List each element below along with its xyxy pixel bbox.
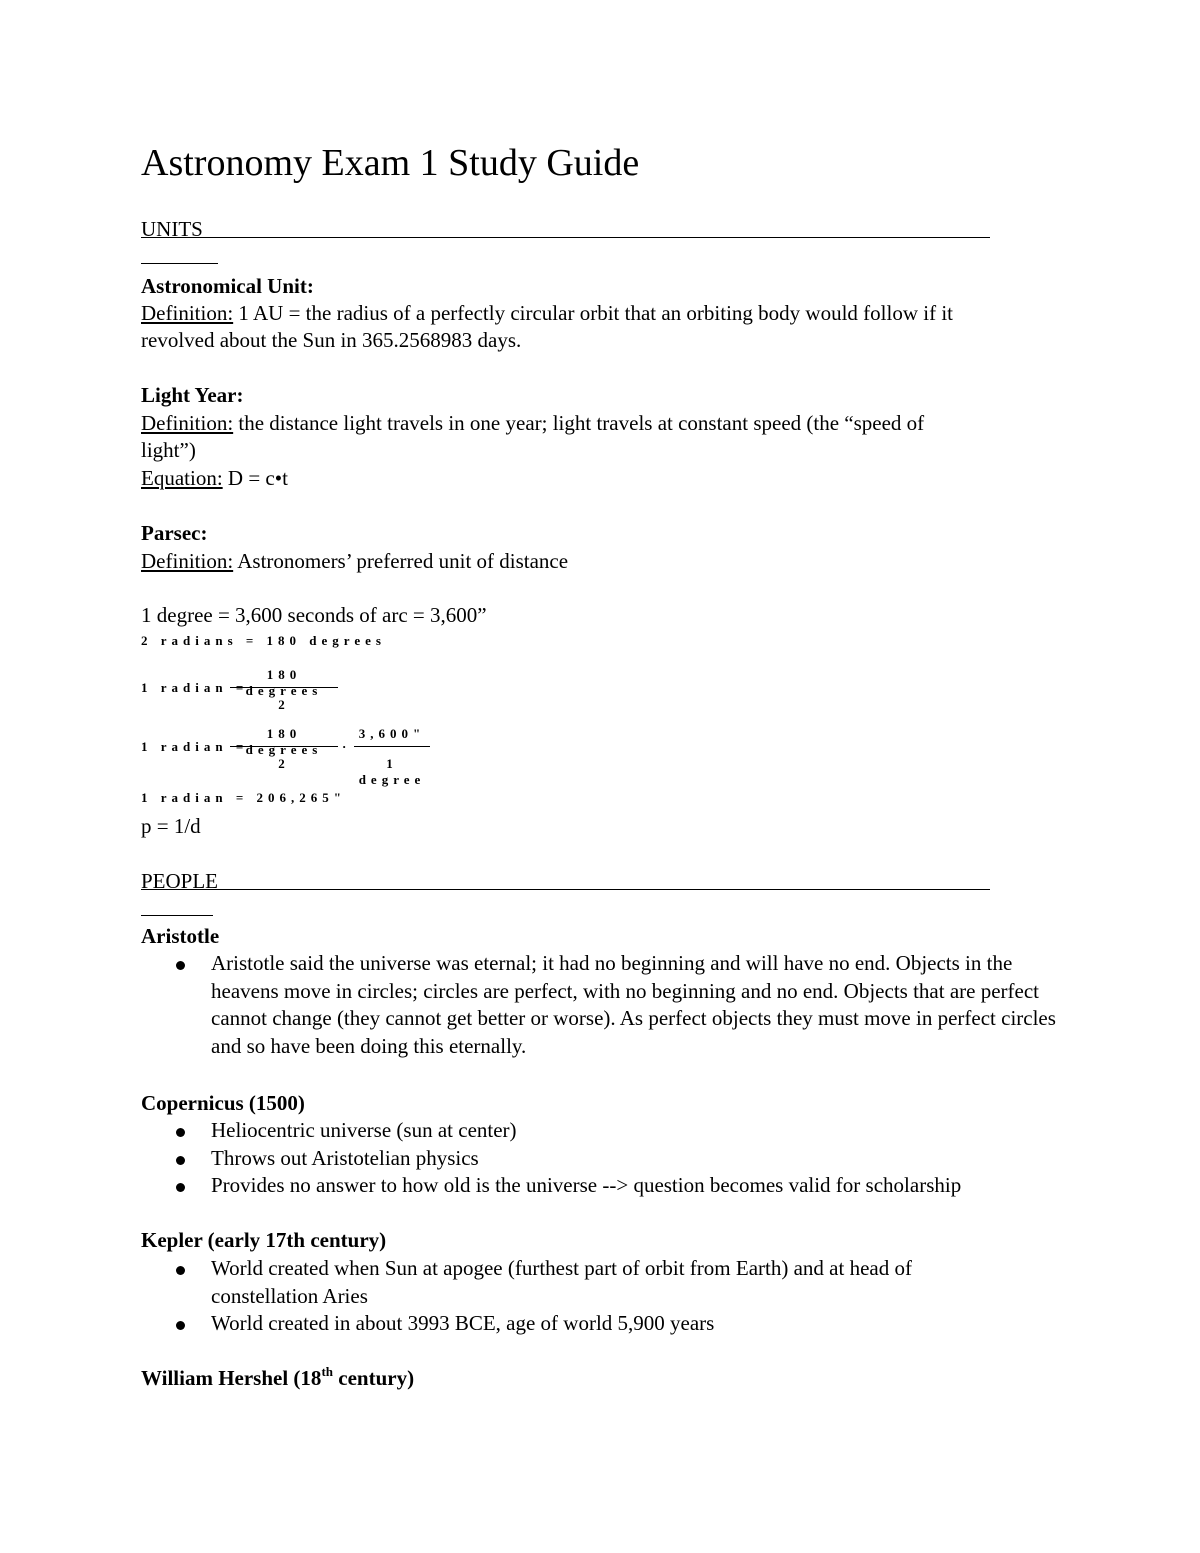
ly-equation — [141, 465, 288, 492]
math-radian-arcsec: 1 radian = 206,265" — [141, 790, 346, 805]
equation-label: Equation: — [141, 466, 223, 490]
multiply-dot: · — [342, 739, 352, 754]
heading-light-year: Light Year: — [141, 383, 244, 407]
section-rule-tail — [141, 915, 213, 916]
fraction-bar — [230, 687, 338, 688]
fraction-denominator: 1 degree — [358, 756, 426, 787]
list-item: World created when Sun at apogee (furthest part of orbit from Earth) and at head of constellation Aries — [141, 1255, 1021, 1310]
definition-text: Astronomers’ preferred unit of distance — [233, 549, 569, 573]
fraction-denominator: 2 — [278, 697, 290, 712]
definition-text: 1 AU = the radius of a perfectly circular orbit that an orbiting body would follow if it — [233, 301, 953, 325]
heading-aristotle: Aristotle — [141, 924, 220, 948]
list-item: World created in about 3993 BCE, age of world 5,900 years — [141, 1310, 1021, 1338]
bullet-icon — [176, 1156, 185, 1165]
bullet-icon — [176, 1183, 185, 1192]
bullet-icon — [176, 1128, 185, 1137]
au-definition-line-1 — [141, 300, 953, 327]
math-radian-lhs: 1 radian = — [141, 680, 249, 695]
heading-astronomical-unit: Astronomical Unit: — [141, 274, 314, 298]
parsec-definition — [141, 548, 568, 575]
aristotle-bullets — [141, 950, 1061, 1060]
section-rule-tail — [141, 263, 218, 264]
bullet-icon — [176, 1266, 185, 1275]
definition-text: the distance light travels in one year; light travels at constant speed (the “speed of — [233, 411, 925, 435]
fraction-numerator: 180 degrees — [245, 667, 323, 698]
bullet-icon — [176, 1321, 185, 1330]
math-radians-degrees: 2 radians = 180 degrees — [141, 633, 386, 648]
fraction-bar — [354, 746, 430, 747]
section-rule — [141, 889, 990, 890]
fraction-denominator: 2 — [278, 756, 290, 771]
ly-definition-line-1 — [141, 410, 924, 437]
definition-label: Definition: — [141, 411, 234, 435]
section-heading-people: PEOPLE — [141, 869, 219, 893]
definition-label: Definition: — [141, 301, 234, 325]
list-item: Heliocentric universe (sun at center) — [141, 1117, 1061, 1145]
fraction-bar — [230, 746, 338, 747]
degree-conversion: 1 degree = 3,600 seconds of arc = 3,600” — [141, 603, 487, 627]
fraction-numerator: 180 degrees — [245, 726, 323, 757]
heading-copernicus: Copernicus (1500) — [141, 1091, 305, 1115]
section-rule — [141, 237, 990, 238]
copernicus-bullets — [141, 1117, 1061, 1200]
fraction-numerator: 3,600" — [358, 726, 426, 741]
list-item: Throws out Aristotelian physics — [141, 1145, 1061, 1173]
list-item: Aristotle said the universe was eternal; it had no beginning and will have no end. Objects in the heavens move in circles; circles are perfect, with no beginning and no end. Objects that are perfect cannot change (they cannot get better or worse). As perfect objects they must move in perfect circles and so have been doing this eternally. — [141, 950, 1061, 1060]
equation-text: D = c•t — [222, 466, 288, 490]
section-heading-units: UNITS — [141, 217, 203, 241]
heading-william-hershel: William Hershel (18th century) — [141, 1364, 415, 1390]
heading-parsec: Parsec: — [141, 521, 208, 545]
math-radian-lhs: 1 radian = — [141, 739, 249, 754]
definition-label: Definition: — [141, 549, 234, 573]
page-title: Astronomy Exam 1 Study Guide — [141, 142, 640, 184]
au-definition-line-2: revolved about the Sun in 365.2568983 days. — [141, 328, 522, 352]
kepler-bullets — [141, 1255, 1021, 1338]
ly-definition-line-2: light”) — [141, 438, 196, 462]
list-item: Provides no answer to how old is the universe --> question becomes valid for scholarship — [141, 1172, 1061, 1200]
heading-kepler: Kepler (early 17th century) — [141, 1228, 387, 1252]
bullet-icon — [176, 961, 185, 970]
parallax-equation: p = 1/d — [141, 814, 201, 838]
